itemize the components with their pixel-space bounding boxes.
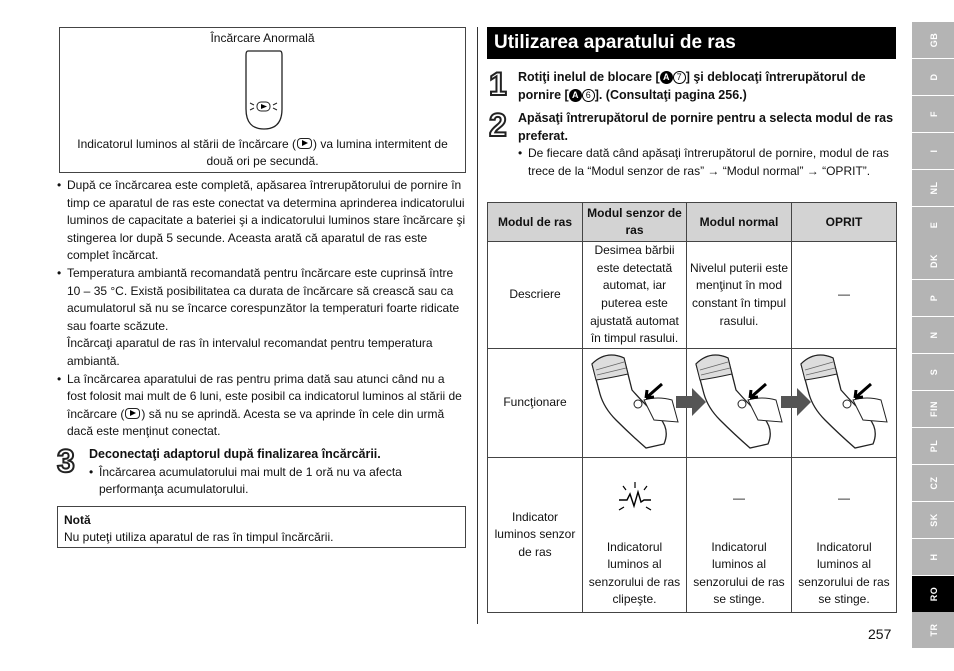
step-1-title: Rotiţi inelul de blocare [ A 7 ] şi deblocaţi întrerupătorul de pornire [ A 6 ]. (Consultaţi pagina 256.) — [518, 70, 866, 102]
table-header: Modul senzor de ras — [583, 203, 687, 242]
normal-indicator-caption: Indicatorul luminos al senzorului de ras se stinge. — [693, 539, 785, 607]
language-tab-h[interactable] — [912, 539, 954, 575]
step-2 — [518, 110, 896, 180]
step-3-sub: • Încărcarea acumulatorului mai mult de 1 oră nu va afecta performanţa acumulatorului. — [89, 464, 465, 499]
off-indicator-caption: Indicatorul luminos al senzorului de ras se stinge. — [798, 539, 890, 607]
language-tab-pl[interactable] — [912, 428, 954, 464]
row-label: Funcţionare — [488, 349, 583, 458]
language-tab-label: SK — [928, 512, 939, 527]
language-tab-i[interactable] — [912, 133, 954, 169]
dash: — — [733, 491, 745, 505]
dash: — — [838, 491, 850, 505]
language-tab-d[interactable] — [912, 59, 954, 95]
table-header: Modul normal — [687, 203, 792, 242]
table-cell — [687, 458, 792, 613]
abnormal-charging-box — [59, 27, 466, 173]
language-tab-label: FIN — [928, 401, 939, 417]
language-tab-p[interactable] — [912, 280, 954, 316]
step-3-title: Deconectaţi adaptorul după finalizarea încărcării. — [89, 447, 381, 461]
language-tab-gb[interactable] — [912, 22, 954, 58]
table-header: Modul de ras — [488, 203, 583, 242]
sensor-indicator-caption: Indicatorul luminos al senzorului de ras clipeşte. — [588, 539, 681, 607]
language-tab-n[interactable] — [912, 317, 954, 353]
table-cell: Desimea bărbii este detectată automat, iar puterea este ajustată automat în timpul rasului. — [583, 242, 687, 349]
step-2-title: Apăsaţi întrerupătorul de pornire pentru a selecta modul de ras preferat. — [518, 111, 894, 143]
language-tab-s[interactable] — [912, 354, 954, 390]
language-tab-label: DK — [928, 254, 939, 269]
shaver-led-illustration — [240, 49, 288, 133]
language-tab-label: I — [928, 149, 939, 153]
step-3-number: 3 — [57, 443, 75, 479]
language-tab-label: H — [928, 553, 939, 561]
step-3 — [89, 446, 465, 499]
language-tab-label: N — [928, 331, 939, 339]
language-tab-label: RO — [928, 586, 939, 601]
language-tab-label: PL — [928, 439, 939, 453]
language-tab-label: S — [928, 368, 939, 376]
language-tab-label: NL — [928, 181, 939, 195]
shaver-press-illustration — [583, 349, 687, 458]
abnormal-charging-caption: Indicatorul luminos al stării de încărcare ( ) va lumina intermitent de două ori pe secundă. — [77, 137, 448, 168]
next-mode-arrow-icon — [676, 388, 706, 416]
section-title: Utilizarea aparatului de ras — [487, 27, 896, 59]
page-number: 257 — [868, 626, 892, 642]
language-tab-cz[interactable] — [912, 465, 954, 501]
table-row — [488, 242, 897, 349]
language-tab-label: P — [928, 295, 939, 302]
table-row — [488, 458, 897, 613]
language-tab-label: E — [928, 221, 939, 228]
column-divider — [477, 27, 478, 624]
language-tab-label: TR — [928, 623, 939, 637]
table-header: OPRIT — [792, 203, 897, 242]
note-text: Nu puteţi utiliza aparatul de ras în timpul încărcării. — [64, 530, 334, 544]
ref-a-icon: A — [569, 89, 582, 102]
table-cell — [583, 458, 687, 613]
note-title: Notă — [64, 513, 91, 527]
table-cell — [792, 458, 897, 613]
table-cell: Nivelul puterii este menţinut în mod constant în timpul rasului. — [687, 242, 792, 349]
language-tab-sk[interactable] — [912, 502, 954, 538]
row-label: Indicator luminos senzor de ras — [488, 458, 583, 613]
language-tab-ro[interactable] — [912, 576, 954, 612]
ref-a-icon: A — [660, 71, 673, 84]
list-item: • Temperatura ambiantă recomandată pentru încărcare este cuprinsă între 10 – 35 °C. Există posibilitatea ca durata de încărcare să crească sau ca acumulatorul să nu se încarce corespunzător la temperaturi foarte ridicate sau foarte scăzute. Încărcaţi aparatul de ras în intervalul recomandat pentru temperatura ambiantă. — [57, 265, 467, 371]
language-tab-e[interactable] — [912, 207, 954, 243]
language-tab-nl[interactable] — [912, 170, 954, 206]
step-2-sub: • De fiecare dată când apăsaţi întrerupătorul de pornire, modul de ras trece de la “Modul senzor de ras” → “Modul normal” → “OPRIT”. — [518, 145, 896, 180]
row-label: Descriere — [488, 242, 583, 349]
table-header-row — [488, 203, 897, 242]
charge-indicator-icon — [125, 408, 140, 419]
language-tab-dk[interactable] — [912, 243, 954, 279]
language-tab-label: F — [928, 110, 939, 117]
language-tab-label: D — [928, 73, 939, 81]
language-tab-fin[interactable] — [912, 391, 954, 427]
ref-6-icon: 6 — [582, 89, 595, 102]
step-2-number: 2 — [489, 107, 507, 143]
table-cell: — — [792, 242, 897, 349]
language-tab-f[interactable] — [912, 96, 954, 132]
list-item: • După ce încărcarea este completă, apăsarea întrerupătorului de pornire în timp ce aparatul de ras este conectat va determina aprinderea indicatorului luminos de capacitate a bateriei şi a indicatorului luminos stare încărcare şi stingerea lor după 5 secunde. Aceasta arată că aparatul de ras este complet încărcat. — [57, 177, 467, 265]
step-1-number: 1 — [489, 66, 507, 102]
ref-7-icon: 7 — [673, 71, 686, 84]
shaver-press-icon — [586, 350, 684, 450]
note-box — [57, 506, 466, 548]
charging-notes-list — [57, 177, 467, 441]
list-item: • La încărcarea aparatului de ras pentru prima dată sau atunci când nu a fost folosit mai mult de 6 luni, este posibil ca indicatorul luminos al stării de încărcare ( ) să nu se aprindă. Acesta se va aprinde în cele din urmă dacă este menţinut conectat. — [57, 371, 467, 441]
language-tab-label: GB — [928, 32, 939, 48]
abnormal-charging-title: Încărcare Anormală — [210, 31, 315, 45]
charge-indicator-icon — [297, 138, 312, 149]
blinking-sensor-icon — [613, 480, 657, 516]
language-tab-label: CZ — [928, 476, 939, 490]
next-mode-arrow-icon — [781, 388, 811, 416]
language-tab-tr[interactable] — [912, 612, 954, 648]
